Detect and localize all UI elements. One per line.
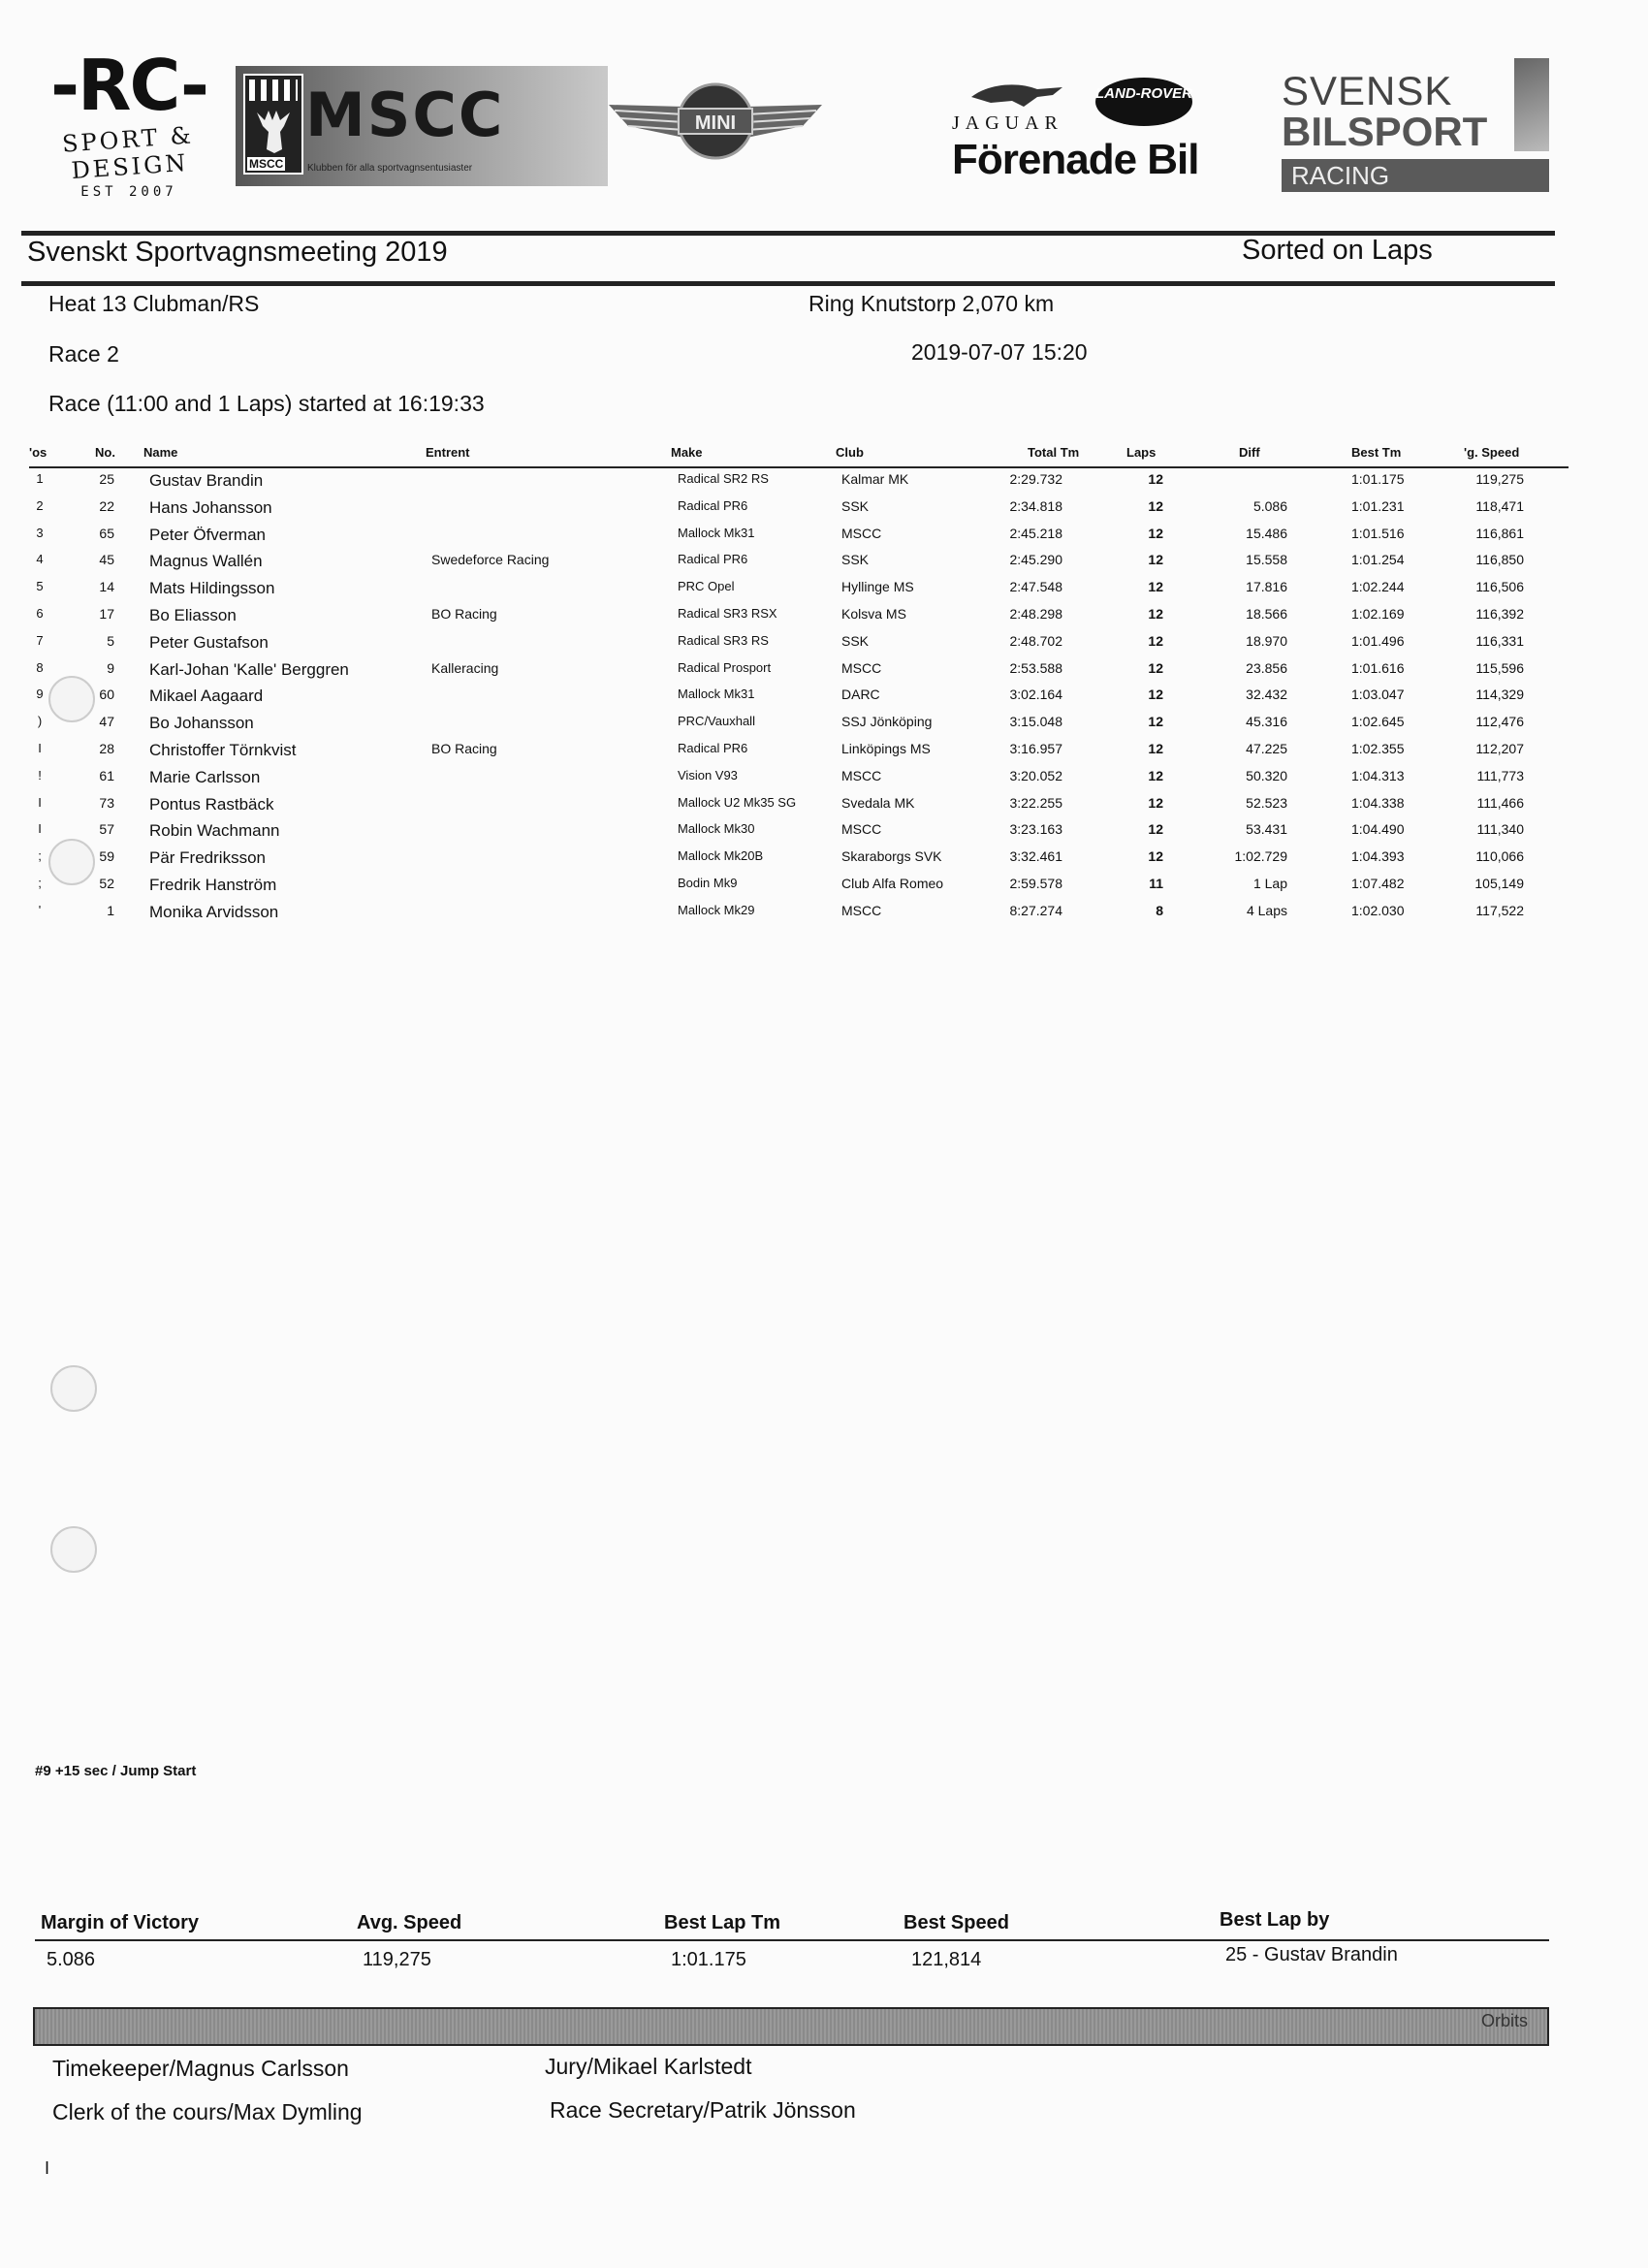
cell-make: Radical PR6 (678, 552, 748, 567)
cell-make: Vision V93 (678, 767, 738, 783)
col-entrant: Entrent (426, 445, 470, 460)
col-make: Make (671, 445, 703, 460)
cell-total: 2:48.702 (1009, 632, 1062, 649)
cell-laps: 12 (1148, 767, 1163, 783)
cell-club: Club Alfa Romeo (841, 876, 944, 891)
table-row (0, 579, 1648, 606)
cell-name: Monika Arvidsson (149, 902, 279, 921)
cell-name: Bo Eliasson (149, 606, 237, 624)
cell-best: 1:04.313 (1351, 767, 1405, 783)
cell-best: 1:02.244 (1351, 579, 1405, 595)
table-row (0, 876, 1648, 903)
clerk-of-course: Clerk of the cours/Max Dymling (52, 2099, 363, 2124)
cell-name: Hans Johansson (149, 497, 272, 517)
cell-total: 3:15.048 (1009, 714, 1062, 730)
table-row (0, 848, 1648, 876)
table-row (0, 795, 1648, 822)
cell-speed: 111,466 (1476, 794, 1524, 811)
cell-pos: ! (38, 767, 42, 783)
cell-best: 1:02.030 (1351, 902, 1405, 918)
cell-pos: ' (38, 902, 42, 917)
mscc-logo (236, 66, 608, 186)
cell-speed: 116,331 (1475, 632, 1524, 649)
summary-bestlap-value: 1:01.175 (671, 1949, 746, 1970)
timing-provider-band (33, 2007, 1549, 2046)
cell-club: Skaraborgs SVK (841, 848, 942, 865)
cell-best: 1:01.616 (1351, 659, 1405, 676)
cell-speed: 116,506 (1475, 579, 1524, 595)
cell-pos: 9 (36, 687, 44, 702)
cell-diff: 5.086 (1252, 497, 1287, 514)
cell-laps: 8 (1156, 902, 1163, 918)
cell-laps: 12 (1148, 848, 1163, 865)
summary-bestby-label: Best Lap by (1220, 1909, 1330, 1931)
table-row (0, 741, 1648, 768)
cell-club: Kolsva MS (841, 606, 906, 622)
cell-club: MSCC (841, 767, 882, 783)
cell-speed: 117,522 (1475, 902, 1524, 918)
cell-total: 3:32.461 (1009, 848, 1062, 865)
cell-total: 3:20.052 (1009, 767, 1062, 783)
track-label: Ring Knutstorp 2,070 km (808, 291, 1055, 316)
cell-best: 1:04.393 (1351, 848, 1405, 865)
cell-laps: 12 (1148, 821, 1163, 838)
binder-hole (50, 1365, 97, 1412)
cell-pos: 7 (36, 632, 44, 648)
sort-label: Sorted on Laps (1242, 235, 1433, 266)
penalty-note: #9 +15 sec / Jump Start (35, 1763, 197, 1779)
cell-speed: 105,149 (1474, 876, 1524, 891)
cell-diff: 4 Laps (1246, 902, 1287, 918)
cell-name: Mats Hildingsson (149, 579, 275, 598)
cell-best: 1:01.496 (1351, 632, 1405, 649)
table-row (0, 498, 1648, 526)
orbits-label: Orbits (1480, 2011, 1528, 2030)
cell-name: Pontus Rastbäck (149, 794, 274, 814)
cell-name: Bo Johansson (149, 714, 254, 733)
cell-total: 2:48.298 (1009, 606, 1062, 622)
cell-diff: 18.970 (1246, 632, 1287, 649)
jaguar-leaper-icon (969, 78, 1066, 112)
summary-rule (35, 1939, 1549, 1941)
binder-hole (50, 1526, 97, 1573)
rc-logo-established: EST 2007 (80, 184, 177, 200)
cell-no: 17 (99, 606, 114, 622)
mini-logo-text: MINI (694, 112, 737, 134)
cell-total: 2:47.548 (1009, 579, 1062, 595)
cell-pos: 3 (36, 525, 44, 540)
cell-no: 59 (99, 848, 114, 865)
cell-club: MSCC (841, 525, 882, 541)
cell-no: 28 (99, 741, 114, 756)
cell-diff: 52.523 (1246, 794, 1287, 811)
cell-diff: 47.225 (1246, 741, 1287, 756)
jury: Jury/Mikael Karlstedt (545, 2054, 752, 2079)
cell-diff: 17.816 (1246, 579, 1287, 595)
cell-diff: 50.320 (1246, 767, 1287, 783)
svensk-bilsport-logo (1282, 58, 1549, 192)
cell-diff: 45.316 (1246, 714, 1287, 730)
cell-no: 52 (99, 876, 114, 891)
cell-speed: 112,476 (1475, 714, 1524, 730)
cell-total: 3:23.163 (1009, 821, 1062, 838)
cell-diff: 1:02.729 (1234, 848, 1287, 865)
cell-no: 47 (99, 714, 114, 730)
cell-club: Linköpings MS (841, 741, 931, 756)
dealer-name: Förenade Bil (952, 136, 1199, 183)
cell-entrant: BO Racing (431, 606, 497, 622)
race-start-info: Race (11:00 and 1 Laps) started at 16:19:33 (48, 391, 485, 416)
cell-diff: 53.431 (1246, 821, 1287, 838)
cell-name: Fredrik Hanström (149, 876, 277, 894)
cell-pos: 5 (36, 579, 44, 594)
heat-label: Heat 13 Clubman/RS (48, 291, 260, 316)
race-label: Race 2 (48, 341, 119, 367)
cell-best: 1:07.482 (1351, 876, 1405, 891)
cell-speed: 110,066 (1475, 848, 1524, 865)
col-laps: Laps (1126, 445, 1157, 460)
cell-pos: 8 (36, 659, 44, 675)
col-club: Club (836, 445, 864, 460)
cell-make: Mallock Mk30 (678, 821, 755, 837)
cell-diff: 18.566 (1246, 606, 1287, 622)
table-row (0, 714, 1648, 741)
cell-laps: 12 (1148, 741, 1163, 756)
cell-speed: 111,340 (1476, 821, 1524, 838)
summary-avg-label: Avg. Speed (357, 1912, 462, 1933)
cell-no: 22 (99, 497, 114, 514)
col-best: Best Tm (1351, 445, 1402, 460)
cell-club: MSCC (841, 821, 882, 838)
cell-total: 2:34.818 (1009, 497, 1062, 514)
table-row (0, 526, 1648, 553)
cell-name: Mikael Aagaard (149, 687, 264, 706)
cell-total: 2:29.732 (1009, 471, 1062, 487)
cell-no: 45 (99, 552, 114, 568)
cell-no: 61 (99, 767, 114, 783)
cell-laps: 12 (1148, 552, 1163, 568)
cell-best: 1:02.355 (1351, 741, 1405, 756)
cell-best: 1:04.338 (1351, 794, 1405, 811)
cell-club: MSCC (841, 902, 882, 918)
cell-make: Radical Prosport (678, 659, 772, 675)
cell-speed: 118,471 (1475, 497, 1524, 514)
cell-make: Mallock Mk29 (678, 902, 755, 917)
rc-sport-design-logo (27, 47, 231, 202)
mscc-logo-text: MSCC (305, 80, 505, 150)
cell-best: 1:01.516 (1351, 525, 1405, 541)
mini-wings-logo (609, 78, 822, 165)
summary-bestspeed-label: Best Speed (903, 1912, 1009, 1933)
cell-speed: 119,275 (1475, 471, 1524, 487)
cell-total: 2:45.290 (1009, 552, 1062, 568)
svensk-line2: BILSPORT (1282, 109, 1488, 154)
summary-avg-value: 119,275 (363, 1949, 431, 1970)
cell-club: SSK (841, 632, 870, 649)
cell-total: 2:59.578 (1009, 876, 1062, 891)
cell-laps: 12 (1148, 632, 1163, 649)
cell-make: Mallock U2 Mk35 SG (678, 794, 797, 810)
cell-best: 1:04.490 (1351, 821, 1405, 838)
cell-club: SSK (841, 497, 870, 514)
table-row (0, 606, 1648, 633)
cell-pos: 6 (36, 606, 44, 621)
table-header-rule (29, 466, 1569, 468)
summary-margin-value: 5.086 (47, 1949, 96, 1970)
cell-speed: 114,329 (1475, 687, 1524, 703)
cell-make: Radical SR3 RS (678, 632, 769, 648)
cell-name: Pär Fredriksson (149, 848, 266, 868)
table-row (0, 552, 1648, 579)
cell-club: SSK (841, 552, 870, 568)
rc-logo-text: -RC- (50, 45, 207, 126)
cell-make: Bodin Mk9 (678, 876, 738, 890)
cell-name: Robin Wachmann (149, 821, 280, 841)
cell-speed: 116,392 (1475, 606, 1524, 622)
cell-entrant: BO Racing (431, 741, 497, 756)
cell-name: Karl-Johan 'Kalle' Berggren (149, 659, 349, 679)
mscc-tagline: Klubben för alla sportvagnsentusiaster (307, 163, 473, 174)
cell-entrant: Swedeforce Racing (431, 552, 550, 568)
race-secretary: Race Secretary/Patrik Jönsson (550, 2097, 856, 2123)
cell-entrant: Kalleracing (431, 659, 499, 676)
cell-pos: 4 (36, 552, 44, 567)
cell-make: Radical PR6 (678, 497, 748, 513)
event-title: Svenskt Sportvagnsmeeting 2019 (27, 237, 448, 268)
cell-name: Christoffer Törnkvist (149, 741, 297, 759)
cell-make: Radical SR2 RS (678, 471, 769, 486)
cell-best: 1:01.231 (1351, 497, 1405, 514)
cell-laps: 12 (1148, 579, 1163, 595)
cell-laps: 12 (1148, 497, 1163, 514)
cell-diff: 32.432 (1246, 687, 1287, 703)
cell-name: Marie Carlsson (149, 767, 261, 786)
cell-no: 73 (99, 794, 114, 811)
cell-total: 3:22.255 (1009, 794, 1062, 811)
cell-laps: 12 (1148, 525, 1163, 541)
cell-best: 1:03.047 (1351, 687, 1405, 703)
col-diff: Diff (1239, 445, 1260, 460)
cell-pos: ) (37, 714, 43, 729)
cell-speed: 116,861 (1475, 525, 1524, 541)
cell-make: Radical SR3 RSX (678, 606, 777, 621)
cell-no: 1 (107, 902, 114, 918)
cell-no: 9 (107, 659, 114, 676)
col-total: Total Tm (1028, 445, 1080, 460)
svensk-line3: RACING (1282, 159, 1549, 192)
cell-make: Mallock Mk20B (678, 848, 764, 864)
table-row (0, 768, 1648, 795)
summary-bestby-value: 25 - Gustav Brandin (1225, 1944, 1398, 1965)
cell-no: 57 (99, 821, 114, 838)
race-datetime: 2019-07-07 15:20 (911, 339, 1088, 365)
col-name: Name (143, 445, 178, 460)
col-no: No. (95, 445, 115, 460)
cell-name: Peter Gustafson (149, 632, 269, 652)
cell-club: Svedala MK (841, 794, 915, 811)
table-row (0, 821, 1648, 848)
cell-make: PRC/Vauxhall (678, 714, 755, 729)
footer-mark: I (45, 2158, 50, 2178)
cell-no: 25 (99, 471, 114, 487)
cell-laps: 12 (1148, 659, 1163, 676)
binder-hole (48, 839, 95, 885)
cell-make: Mallock Mk31 (678, 525, 755, 540)
cell-speed: 116,850 (1475, 552, 1524, 568)
cell-diff: 1 Lap (1252, 876, 1287, 891)
cell-pos: 1 (36, 471, 44, 486)
cell-pos: I (38, 821, 42, 837)
svensk-stripe-icon (1514, 58, 1549, 151)
cell-laps: 11 (1149, 876, 1163, 891)
cell-club: MSCC (841, 659, 882, 676)
results-table-header (0, 445, 1648, 464)
cell-club: Hyllinge MS (841, 579, 914, 595)
mscc-small-label: MSCC (249, 157, 284, 171)
cell-pos: ; (38, 876, 42, 890)
cell-laps: 12 (1148, 471, 1163, 487)
cell-best: 1:02.645 (1351, 714, 1405, 730)
cell-no: 14 (99, 579, 114, 595)
cell-laps: 12 (1148, 714, 1163, 730)
cell-pos: ; (38, 848, 42, 864)
cell-make: Mallock Mk31 (678, 687, 755, 702)
cell-make: Radical PR6 (678, 741, 748, 755)
cell-name: Gustav Brandin (149, 471, 264, 490)
timekeeper: Timekeeper/Magnus Carlsson (52, 2056, 349, 2081)
cell-total: 3:02.164 (1009, 687, 1062, 703)
cell-no: 5 (107, 632, 114, 649)
cell-club: Kalmar MK (841, 471, 909, 487)
cell-no: 60 (99, 687, 114, 703)
cell-speed: 112,207 (1475, 741, 1524, 756)
cell-laps: 12 (1148, 687, 1163, 703)
cell-total: 2:45.218 (1009, 525, 1062, 541)
svensk-line1: SVENSK (1282, 68, 1453, 113)
cell-diff: 23.856 (1246, 659, 1287, 676)
table-row (0, 660, 1648, 687)
summary-margin-label: Margin of Victory (41, 1912, 199, 1933)
cell-total: 2:53.588 (1009, 659, 1062, 676)
table-row (0, 903, 1648, 930)
table-row (0, 687, 1648, 714)
mscc-moose-flag-icon (243, 74, 303, 175)
summary-bestlap-label: Best Lap Tm (664, 1912, 781, 1933)
cell-laps: 12 (1148, 794, 1163, 811)
cell-speed: 111,773 (1476, 767, 1524, 783)
jaguar-land-rover-logo (952, 70, 1204, 186)
cell-diff: 15.486 (1246, 525, 1287, 541)
cell-speed: 115,596 (1475, 659, 1524, 676)
table-row (0, 471, 1648, 498)
jaguar-wordmark: JAGUAR (952, 112, 1063, 134)
cell-laps: 12 (1148, 606, 1163, 622)
header-rule-bottom (21, 281, 1555, 286)
cell-name: Peter Öfverman (149, 525, 266, 544)
cell-club: DARC (841, 687, 880, 703)
land-rover-badge: LAND-ROVER (1095, 78, 1192, 126)
cell-no: 65 (99, 525, 114, 541)
cell-pos: I (38, 741, 42, 755)
cell-total: 8:27.274 (1009, 902, 1062, 918)
binder-hole (48, 676, 95, 722)
cell-best: 1:02.169 (1351, 606, 1405, 622)
cell-pos: I (38, 794, 42, 810)
cell-diff: 15.558 (1246, 552, 1287, 568)
col-speed: 'g. Speed (1464, 445, 1520, 460)
table-row (0, 633, 1648, 660)
cell-best: 1:01.175 (1351, 471, 1405, 487)
summary-bestspeed-value: 121,814 (911, 1949, 982, 1970)
rc-logo-subtitle: SPORT & DESIGN (61, 121, 195, 185)
cell-best: 1:01.254 (1351, 552, 1405, 568)
cell-club: SSJ Jönköping (841, 714, 933, 730)
cell-make: PRC Opel (678, 579, 735, 594)
cell-total: 3:16.957 (1009, 741, 1062, 756)
cell-pos: 2 (36, 497, 44, 513)
cell-name: Magnus Wallén (149, 552, 263, 571)
col-pos: 'os (29, 445, 48, 460)
